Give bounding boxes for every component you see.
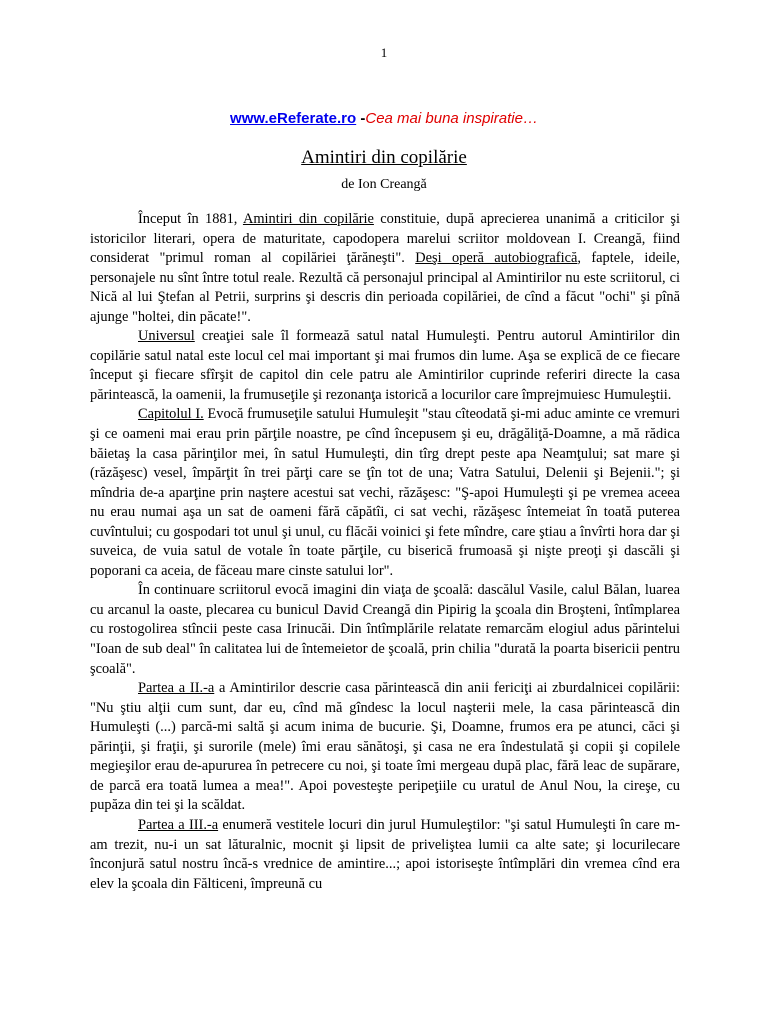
- paragraph-universe: [90, 327, 680, 405]
- paragraph-part-3: [90, 816, 680, 894]
- underlined-heading: Partea a III.-a: [138, 816, 219, 833]
- underlined-phrase: Deşi operă autobiografică: [415, 250, 578, 267]
- underlined-heading: Capitolul I.: [138, 406, 204, 423]
- text-run: Evocă frumuseţile satului Humuleşit "stau cîteodată şi-mi aduc aminte ce vremuri şi ce oameni mai erau prin părţile noastre, pe cînd începusem şi eu, drăgăliţă-Doamne, a mă rădica băietaş la casa părinţilor mei, în satul Humuleşti, din tîrg drept peste apa Neamţului; sat mare şi (răzăşesc) vesel, împărţit în trei părţi care se ţîn tot de una; Vatra Satului, Delenii şi Bejenii."; şi mîndria de-a aparţine prin naştere acestui sat vechi, răzăşesc: "Ş-apoi Humuleşti şi pe vremea aceea nu erau numai aşa un sat de oameni fără căpătîi, ci sat vechi, răzăşesc întemeiat în toată puterea cuvîntului; cu gospodari tot unul şi unul, cu flăcăi voinici şi fete mîndre, care ştiau a învîrti hora dar şi suveica, de vuia satul de votale în toate părţile, cu biserică frumoasă şi nişte preoţi şi dascăli şi poporani ca aceia, de făceau mare cinste satului lor".: [90, 406, 680, 579]
- document-title: Amintiri din copilărie: [301, 147, 467, 168]
- paragraph-chapter-1: [90, 405, 680, 581]
- document-author: de Ion Creangă: [341, 177, 427, 192]
- text-run: În continuare scriitorul evocă imagini din viaţa de şcoală: dascălul Vasile, calul Bălan, luarea cu arcanul la oaste, plecarea cu bunicul David Creangă din Pipirig la şcoala din Broşteni, întîmplarea cu rostogolirea stîncii peste casa Irinucăi. Din întîmplările relatate remarcăm elogiul adus părintelui "Ioan de sub deal" în calitatea lui de întemeietor de şcoală, prin chilia "durată la poarta bisericii pentru şcoală".: [90, 582, 680, 677]
- text-run: creaţiei sale îl formează satul natal Humuleşti. Pentru autorul Amintirilor din copilărie satul natal este locul cel mai important şi mai frumos din lume. Aşa se explică de ce fiecare început şi fiecare sfîrşit de capitol din cele patru ale Amintirilor cuprinde referiri directe la casa părintească, la oamenii, la frumuseţile şi rezonanţa istorică a locurilor care împrejmuiesc Humuleştii.: [90, 328, 680, 403]
- text-run: , faptele, ideile, personajele nu sînt între totul reale. Rezultă că personajul principal al Amintirilor nu este scriitorul, ci Nică al lui Ştefan al Petrii, surprins şi descris din perioada copilăriei, de cînd a făcut "ochi" şi pînă ajunge "holtei, din păcate!".: [90, 250, 680, 325]
- text-run: Început în 1881,: [138, 211, 243, 227]
- paragraph-intro: [90, 210, 680, 327]
- underlined-heading: Universul: [138, 328, 195, 345]
- text-run: a Amintirilor descrie casa părintească din anii fericiţi ai zburdalnicei copilării: "Nu ştiu alţii cum sunt, dar eu, cînd mă gîndesc la locul naşterii mele, la casa părintească din Humuleşti (...) parcă-mi saltă şi acum inima de bucurie. Şi, Doamne, frumos era pe atunci, căci şi părinţii, şi fraţii, şi surorile (mele) îmi erau sănătoşi, şi casa ne era îndestulată şi copii şi copilele megieşilor erau de-apururea în petrecere cu noi, şi toate îmi mergeau după plac, fără leac de supărare, de parcă era toată lumea a mea!". Apoi povesteşte peripeţiile cu uratul de Anul Nou, la cireşe, cu pupăza din tei şi la scăldat.: [90, 680, 680, 814]
- paragraph-part-2: [90, 679, 680, 816]
- header-dash: -: [356, 110, 366, 127]
- underlined-work-title: Amintiri din copilărie: [242, 211, 374, 227]
- site-header: [0, 110, 768, 127]
- underlined-heading: Partea a II.-a: [138, 680, 215, 697]
- site-slogan: Cea mai buna inspiratie…: [365, 110, 538, 127]
- text-run: enumeră vestitele locuri din jurul Humuleştilor: "şi satul Humuleşti în care m-am trezit, nu-i un sat lăturalnic, mocnit şi lipsit de priveliştea lumii ca alte sate; şi locurilecare înconjură satul nostru încă-s vrednice de amintire...; apoi istoriseşte întîmplări din vremea cînd era elev la şcoala din Fălticeni, împreună cu: [90, 816, 680, 892]
- paragraph-school-life: [90, 581, 680, 679]
- text-run: constituie, după aprecierea unanimă a criticilor şi istoricilor literari, opera de maturitate, capodopera marelui scriitor moldovean I. Creangă, fiind considerat "primul roman al copilăriei ţărăneşti".: [90, 211, 680, 267]
- page-number: 1: [380, 45, 388, 60]
- site-link[interactable]: www.eReferate.ro: [230, 110, 357, 127]
- document-body: [90, 210, 680, 894]
